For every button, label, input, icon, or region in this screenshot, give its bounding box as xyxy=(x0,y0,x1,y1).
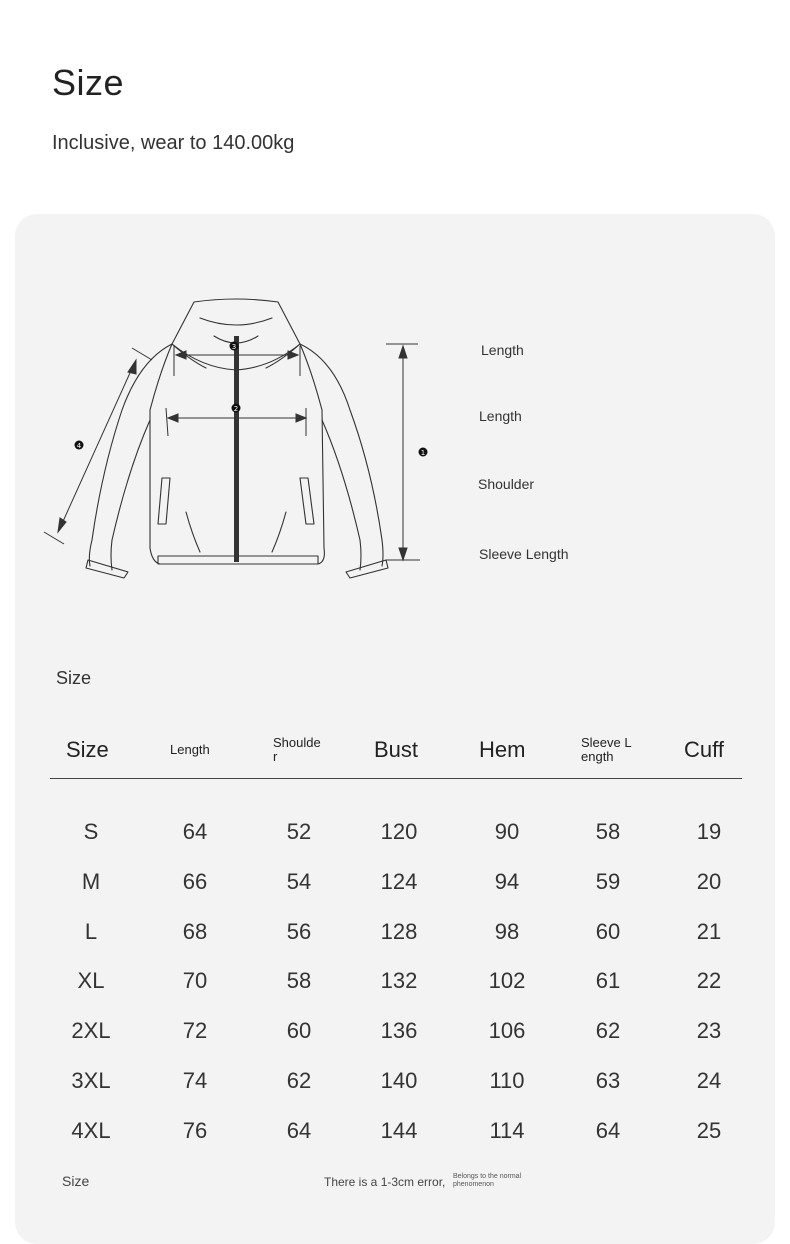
header-divider xyxy=(50,778,742,779)
size-cell: 3XL xyxy=(71,1068,111,1093)
header-shoulder: Shoulde r xyxy=(273,735,321,764)
measure-cell: 66 xyxy=(182,868,208,894)
measure-cell: 110 xyxy=(489,1068,525,1093)
measure-cell: 102 xyxy=(488,968,526,994)
measure-cell: 23 xyxy=(696,1018,722,1044)
length-arrow-icon xyxy=(386,344,420,560)
table-row xyxy=(50,862,742,902)
size-cell: 4XL xyxy=(71,1117,111,1143)
measure-cell: 94 xyxy=(494,868,520,894)
measure-cell: 106 xyxy=(488,1018,526,1044)
legend-length-1: Length xyxy=(481,342,524,358)
footer-error-note: There is a 1-3cm error, xyxy=(324,1175,446,1189)
measure-cell: 62 xyxy=(595,1018,621,1044)
measure-cell: 24 xyxy=(696,1068,722,1093)
measure-cell: 64 xyxy=(595,1117,621,1143)
measure-cell: 60 xyxy=(595,918,621,944)
table-row xyxy=(50,961,742,1001)
table-header xyxy=(50,722,742,778)
header-sleeve-length: Sleeve L ength xyxy=(581,735,632,764)
footer-normal-phenomenon: Belongs to the normal phenomenon xyxy=(453,1173,522,1188)
measure-cell: 56 xyxy=(286,918,312,944)
header-cuff: Cuff xyxy=(684,737,724,762)
measure-cell: 120 xyxy=(380,819,418,844)
size-cell: 2XL xyxy=(71,1018,111,1044)
measure-cell: 64 xyxy=(182,819,208,844)
marker-4-icon xyxy=(75,441,84,451)
measure-cell: 144 xyxy=(380,1117,418,1143)
table-row xyxy=(50,1111,742,1151)
table-row xyxy=(50,912,742,952)
measure-cell: 136 xyxy=(380,1018,418,1044)
size-cell: M xyxy=(81,868,101,894)
marker-2-label: 2 xyxy=(233,405,239,413)
measure-cell: 98 xyxy=(494,918,520,944)
table-row xyxy=(50,1011,742,1051)
measure-cell: 132 xyxy=(380,968,418,994)
page-title: Size xyxy=(52,62,125,103)
weight-subtitle: Inclusive, wear to 140.00kg xyxy=(52,132,295,154)
header-hem: Hem xyxy=(479,737,526,762)
marker-4-label: 4 xyxy=(76,442,82,450)
table-row xyxy=(50,812,742,852)
sleeve-arrow-icon xyxy=(44,348,152,544)
measure-cell: 72 xyxy=(182,1018,208,1044)
measure-cell: 59 xyxy=(595,868,621,894)
footer-size-label: Size xyxy=(62,1173,90,1189)
measure-cell: 20 xyxy=(696,868,722,894)
measure-cell: 76 xyxy=(182,1117,208,1143)
measure-cell: 70 xyxy=(182,968,208,994)
size-cell: XL xyxy=(77,968,105,994)
size-cell: L xyxy=(84,918,98,944)
marker-3-label: 3 xyxy=(231,343,237,351)
zipper-icon xyxy=(231,336,239,562)
header-bust: Bust xyxy=(374,737,419,762)
measure-cell: 124 xyxy=(380,868,418,894)
size-cell: S xyxy=(83,819,99,844)
measure-cell: 22 xyxy=(696,968,722,994)
legend-length-2: Length xyxy=(479,408,522,424)
measure-cell: 54 xyxy=(286,868,312,894)
measure-cell: 114 xyxy=(489,1117,525,1143)
header-size: Size xyxy=(66,737,109,762)
measure-cell: 63 xyxy=(595,1068,621,1093)
table-caption: Size xyxy=(56,668,92,688)
measure-cell: 25 xyxy=(696,1117,722,1143)
measure-cell: 60 xyxy=(286,1018,312,1044)
marker-2-icon xyxy=(232,404,241,414)
measure-cell: 68 xyxy=(182,918,208,944)
measure-cell: 74 xyxy=(182,1068,208,1093)
legend-sleeve-length: Sleeve Length xyxy=(479,546,569,562)
table-row xyxy=(50,1061,742,1101)
measure-cell: 19 xyxy=(696,819,722,844)
marker-1-label: 1 xyxy=(420,449,426,457)
marker-1-icon xyxy=(419,448,428,458)
measure-cell: 61 xyxy=(595,968,621,994)
measure-cell: 62 xyxy=(286,1068,312,1093)
legend-shoulder: Shoulder xyxy=(478,476,535,492)
measure-cell: 21 xyxy=(696,918,722,944)
measure-cell: 90 xyxy=(494,819,520,844)
measure-cell: 52 xyxy=(286,819,312,844)
measure-cell: 140 xyxy=(380,1068,418,1093)
measure-cell: 128 xyxy=(380,918,418,944)
header-length: Length xyxy=(170,742,210,757)
measure-cell: 58 xyxy=(286,968,312,994)
measure-cell: 58 xyxy=(595,819,621,844)
measure-cell: 64 xyxy=(286,1117,312,1143)
